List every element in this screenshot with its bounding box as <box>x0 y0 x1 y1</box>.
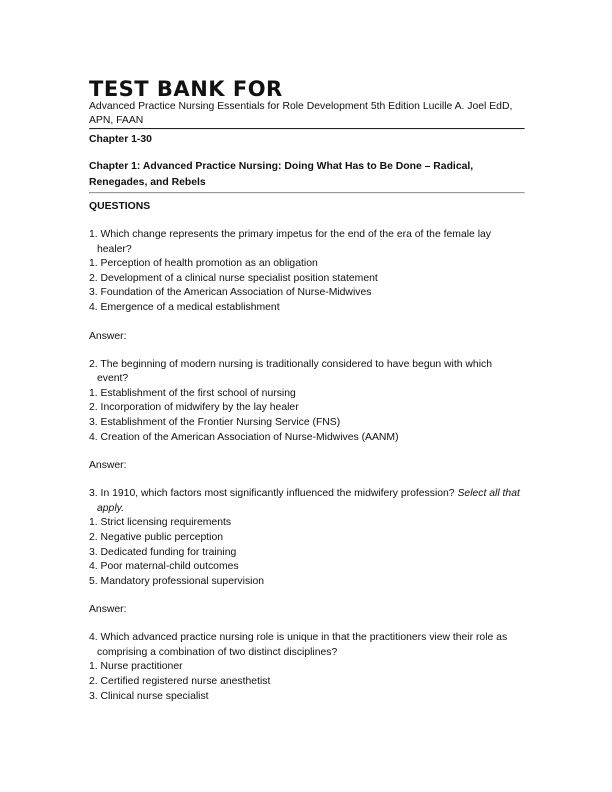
answer-label: Answer: <box>89 330 127 342</box>
chapter-title: Chapter 1: Advanced Practice Nursing: Doing What Has to Be Done – Radical, Renegades, and Rebels <box>89 161 474 188</box>
chapter-range: Chapter 1-30 <box>89 134 152 145</box>
questions-heading: QUESTIONS <box>89 201 151 212</box>
question-3 <box>89 487 525 589</box>
answer-label: Answer: <box>89 460 127 472</box>
option: 4. Creation of the American Association of Nurse-Midwives (AANM) <box>89 431 399 443</box>
option: 3. Dedicated funding for training <box>89 546 237 558</box>
option: 2. Incorporation of midwifery by the lay healer <box>89 402 299 414</box>
question-stem <box>89 358 525 387</box>
option: 2. Certified registered nurse anesthetist <box>89 676 271 688</box>
option: 3. Establishment of the Frontier Nursing Service (FNS) <box>89 416 341 428</box>
document-subtitle: Advanced Practice Nursing Essentials for Role Development 5th Edition Lucille A. Joel EdD, APN, FAAN <box>89 101 513 126</box>
question-stem-text: 1. Which change represents the primary impetus for the end of the era of the female lay healer? <box>89 229 491 255</box>
question-stem <box>89 631 525 660</box>
option: 4. Poor maternal-child outcomes <box>89 561 239 573</box>
question-2 <box>89 358 525 446</box>
option: 3. Clinical nurse specialist <box>89 690 209 702</box>
option: 5. Mandatory professional supervision <box>89 575 265 587</box>
document-page <box>89 78 525 704</box>
option: 2. Negative public perception <box>89 531 224 543</box>
question-stem-text: 4. Which advanced practice nursing role is unique in that the practitioners view their role as comprising a combination of two distinct disciplines? <box>89 632 508 658</box>
chapter-divider <box>89 192 525 194</box>
option: 3. Foundation of the American Association of Nurse-Midwives <box>89 287 372 299</box>
question-stem-text: 3. In 1910, which factors most significantly influenced the midwifery profession? <box>89 488 455 500</box>
option: 4. Emergence of a medical establishment <box>89 301 280 313</box>
answer-label: Answer: <box>89 604 127 616</box>
question-stem <box>89 487 525 516</box>
question-instruction: Select all that apply. <box>97 488 520 514</box>
option: 1. Establishment of the first school of nursing <box>89 387 296 399</box>
option: 2. Development of a clinical nurse specialist position statement <box>89 272 378 284</box>
header-divider <box>89 128 525 130</box>
question-stem <box>89 228 525 257</box>
option: 1. Perception of health promotion as an obligation <box>89 258 318 270</box>
question-list <box>89 228 525 704</box>
question-1 <box>89 228 525 316</box>
option: 1. Strict licensing requirements <box>89 517 232 529</box>
question-4 <box>89 631 525 704</box>
option: 1. Nurse practitioner <box>89 661 183 673</box>
question-stem-text: 2. The beginning of modern nursing is traditionally considered to have begun with which event? <box>89 358 492 385</box>
document-title: TEST BANK FOR <box>89 77 283 101</box>
